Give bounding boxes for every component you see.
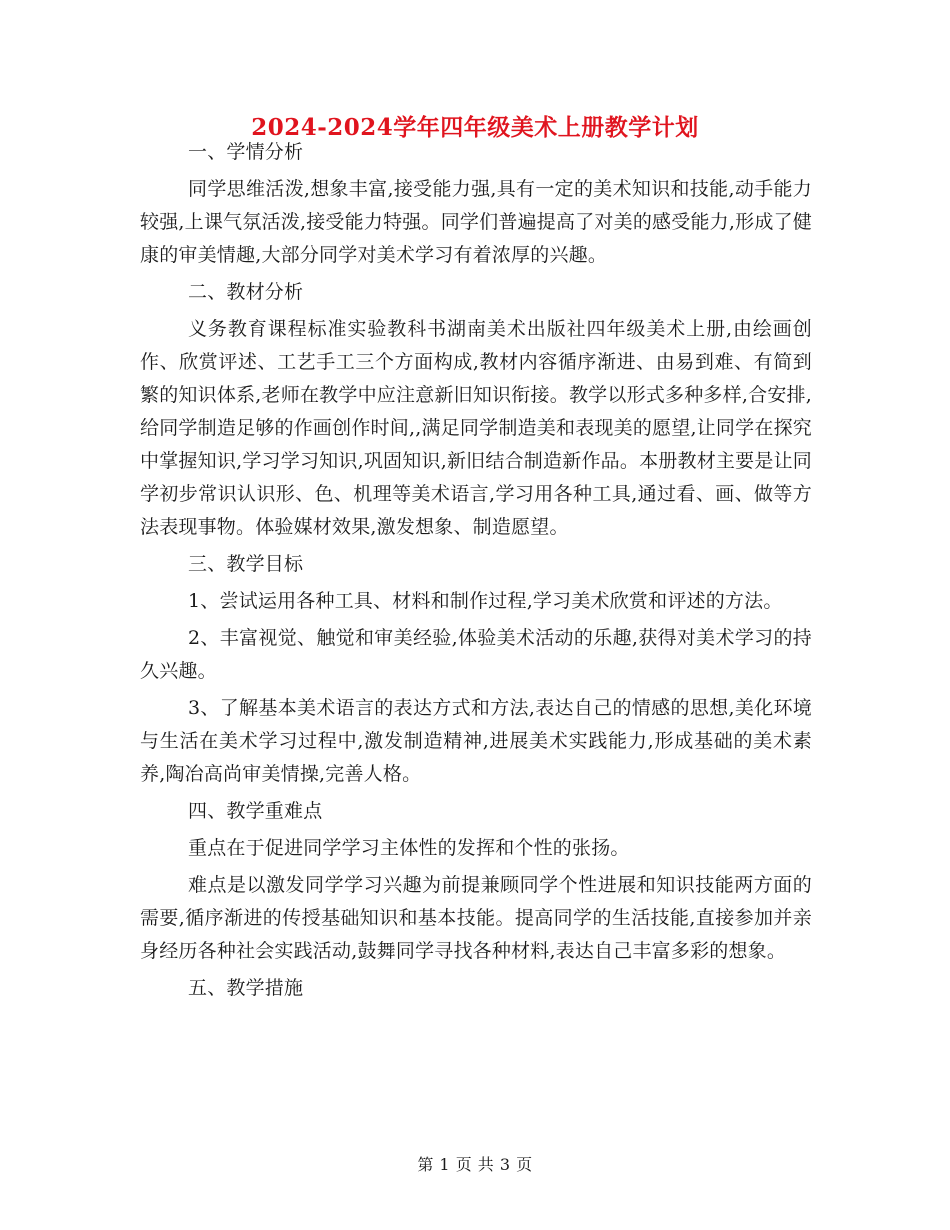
paragraph-goal-1: 1、尝试运用各种工具、材料和制作过程,学习美术欣赏和评述的方法。 bbox=[188, 590, 783, 612]
paragraph-difficulty: 难点是以激发同学学习兴趣为前提兼顾同学个性进展和知识技能两方面的需要,循序渐进的传授基础知识和基本技能。提高同学的生活技能,直接参加并亲身经历各种社会实践活动,鼓舞同学寻找各种材料,表达自己丰富多彩的想象。 bbox=[140, 874, 812, 962]
section-heading-textbook-analysis: 二、教材分析 bbox=[188, 281, 304, 303]
section-heading-teaching-goals: 三、教学目标 bbox=[188, 553, 304, 575]
section-heading-key-difficulties: 四、教学重难点 bbox=[188, 800, 323, 822]
section-heading-teaching-measures: 五、教学措施 bbox=[188, 977, 304, 999]
paragraph-textbook-analysis: 义务教育课程标准实验教科书湖南美术出版社四年级美术上册,由绘画创作、欣赏评述、工艺手工三个方面构成,教材内容循序渐进、由易到难、有简到繁的知识体系,老师在教学中应注意新旧知识衔接。教学以形式多种多样,合安排,给同学制造足够的作画创作时间,,满足同学制造美和表现美的愿望,让同学在探究中掌握知识,学习学习知识,巩固知识,新旧结合制造新作品。本册教材主要是让同学初步常识认识形、色、机理等美术语言,学习用各种工具,通过看、画、做等方法表现事物。体验媒材效果,激发想象、制造愿望。 bbox=[140, 318, 812, 538]
paragraph-goal-3: 3、了解基本美术语言的表达方式和方法,表达自己的情感的思想,美化环境与生活在美术学习过程中,激发制造精神,进展美术实践能力,形成基础的美术素养,陶冶高尚审美情操,完善人格。 bbox=[140, 697, 812, 785]
paragraph-key-point: 重点在于促进同学学习主体性的发挥和个性的张扬。 bbox=[188, 837, 630, 859]
paragraph-goal-2: 2、丰富视觉、触觉和审美经验,体验美术活动的乐趣,获得对美术学习的持久兴趣。 bbox=[140, 627, 812, 682]
page-number-footer: 第 1 页 共 3 页 bbox=[417, 1155, 533, 1174]
section-heading-learning-analysis: 一、学情分析 bbox=[188, 141, 304, 163]
paragraph-learning-analysis: 同学思维活泼,想象丰富,接受能力强,具有一定的美术知识和技能,动手能力较强,上课气氛活泼,接受能力特强。同学们普遍提高了对美的感受能力,形成了健康的审美情趣,大部分同学对美术学习有着浓厚的兴趣。 bbox=[140, 178, 812, 266]
document-body bbox=[140, 136, 812, 1009]
document-title: 2024-2024学年四年级美术上册教学计划 bbox=[251, 114, 699, 141]
